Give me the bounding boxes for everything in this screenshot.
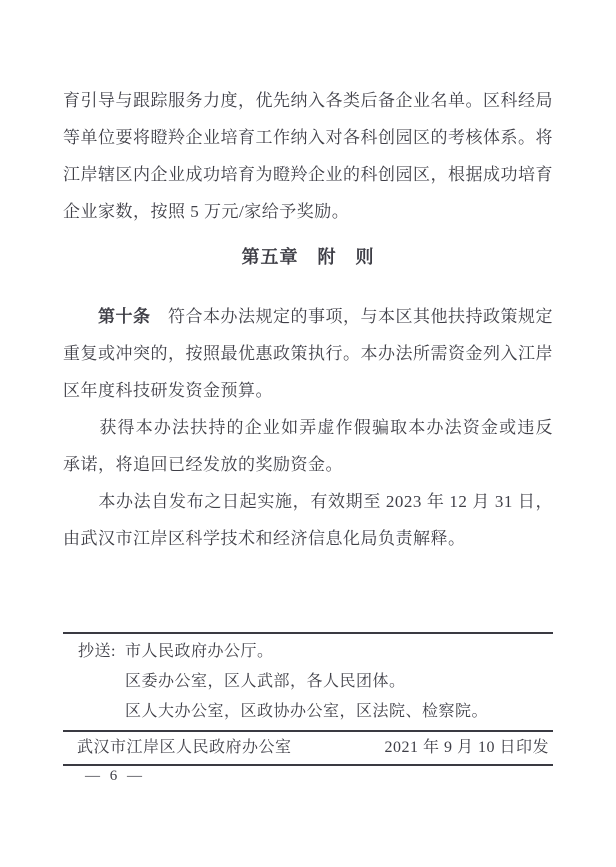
cc-row bbox=[78, 667, 553, 697]
cc-line: 市人民政府办公厅。 bbox=[125, 643, 274, 660]
body-line: 本办法自发布之日起实施，有效期至 2023 年 12 月 31 日， bbox=[63, 492, 553, 511]
body-line: 企业家数，按照 5 万元/家给予奖励。 bbox=[63, 202, 350, 221]
cc-block bbox=[63, 632, 553, 766]
cc-row bbox=[78, 697, 553, 727]
body-blocks bbox=[63, 82, 553, 557]
body-paragraph bbox=[63, 483, 553, 557]
body-line: 承诺，将追回已经发放的奖励资金。 bbox=[63, 455, 343, 474]
text-run: 符合本办法规定的事项，与本区其他扶持政策规定 bbox=[150, 307, 553, 326]
issuing-office: 武汉市江岸区人民政府办公室 bbox=[77, 739, 292, 756]
body-paragraph bbox=[63, 409, 553, 483]
body-paragraph bbox=[63, 298, 553, 409]
body-line: 由武汉市江岸区科学技术和经济信息化局负责解释。 bbox=[63, 529, 466, 548]
cc-list bbox=[63, 634, 553, 730]
print-date: 2021 年 9 月 10 日印发 bbox=[384, 739, 549, 756]
body-paragraph bbox=[63, 82, 553, 230]
body-line: 等单位要将瞪羚企业培育工作纳入对各科创园区的考核体系。将 bbox=[63, 128, 553, 147]
page-number: — 6 — bbox=[85, 768, 145, 784]
body-line: 重复或冲突的，按照最优惠政策执行。本办法所需资金列入江岸 bbox=[63, 344, 553, 363]
cc-line: 区委办公室，区人武部，各人民团体。 bbox=[125, 673, 406, 690]
cc-row bbox=[78, 637, 553, 667]
body-line bbox=[63, 298, 553, 335]
body-line: 育引导与跟踪服务力度，优先纳入各类后备企业名单。区科经局 bbox=[63, 91, 553, 110]
body-line: 区年度科技研发资金预算。 bbox=[63, 381, 273, 400]
body-line: 获得本办法扶持的企业如弄虚作假骗取本办法资金或违反 bbox=[63, 418, 553, 437]
cc-label: 抄送: bbox=[78, 643, 116, 660]
text-run bbox=[63, 307, 98, 326]
imprint-row bbox=[63, 730, 553, 766]
chapter-heading: 第五章 附 则 bbox=[241, 247, 375, 267]
article-number: 第十条 bbox=[98, 307, 151, 326]
body-line: 江岸辖区内企业成功培育为瞪羚企业的科创园区，根据成功培育 bbox=[63, 165, 553, 184]
cc-line: 区人大办公室，区政协办公室，区法院、检察院。 bbox=[125, 703, 489, 720]
